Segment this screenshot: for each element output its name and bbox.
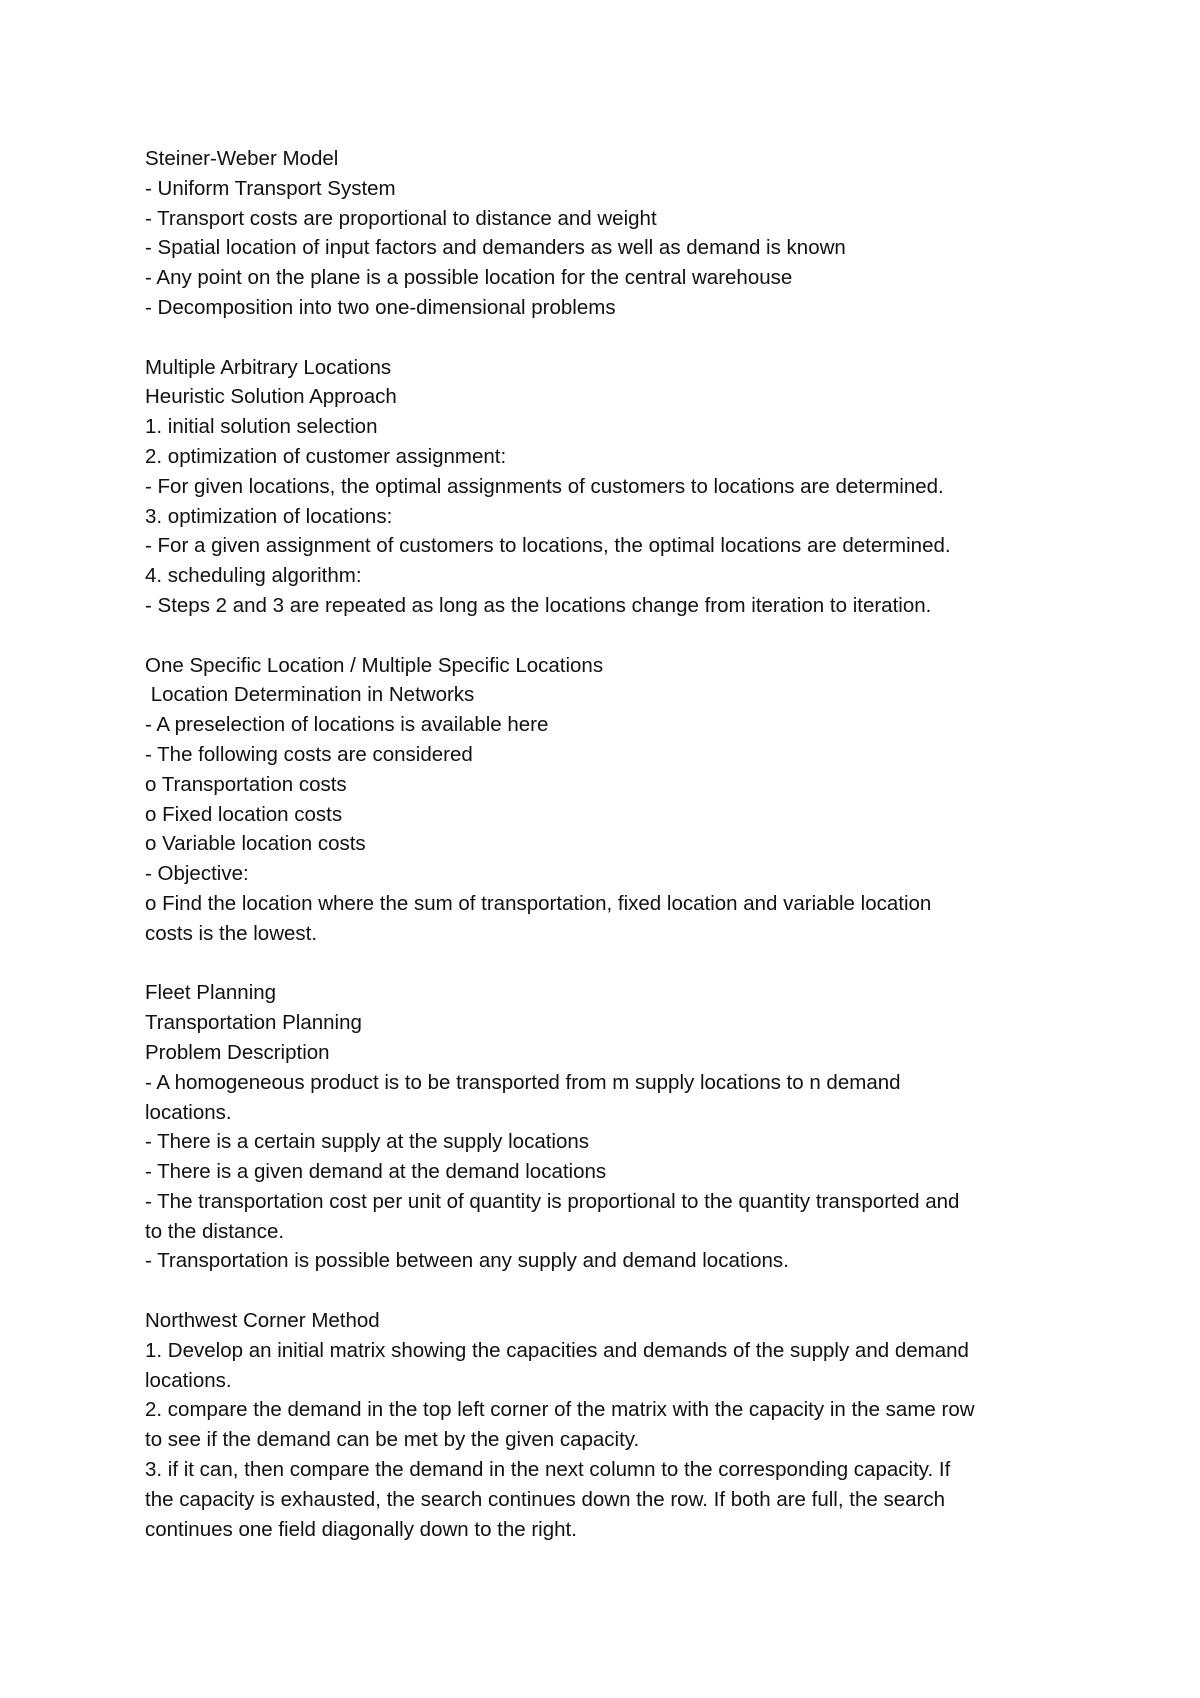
numbered-line: 3. if it can, then compare the demand in the next column to the corresponding capacity. If: [145, 1458, 951, 1482]
section-specific-locations: [145, 651, 1085, 949]
sub-bullet-line: o Fixed location costs: [145, 802, 343, 826]
subheading: Heuristic Solution Approach: [145, 385, 397, 409]
section-heading: Fleet Planning: [145, 981, 277, 1005]
continuation-line: locations.: [145, 1100, 232, 1124]
bullet-line: - Any point on the plane is a possible location for the central warehouse: [145, 266, 793, 290]
bullet-line: - The following costs are considered: [145, 742, 473, 766]
bullet-line: - Uniform Transport System: [145, 176, 396, 200]
section-heading: One Specific Location / Multiple Specific Locations: [145, 653, 604, 677]
section-fleet-planning: [145, 978, 1085, 1276]
bullet-line: - For a given assignment of customers to locations, the optimal locations are determined.: [145, 534, 951, 558]
section-heading: Steiner-Weber Model: [145, 147, 339, 170]
bullet-line: - Decomposition into two one-dimensional problems: [145, 295, 616, 319]
numbered-line: 2. compare the demand in the top left corner of the matrix with the capacity in the same row: [145, 1398, 975, 1422]
continuation-line: to the distance.: [145, 1219, 285, 1243]
continuation-line: locations.: [145, 1368, 232, 1392]
subheading: Location Determination in Networks: [145, 683, 475, 707]
numbered-line: 1. Develop an initial matrix showing the capacities and demands of the supply and demand: [145, 1338, 969, 1362]
bullet-line: - Spatial location of input factors and demanders as well as demand is known: [145, 236, 846, 260]
bullet-line: - A homogeneous product is to be transported from m supply locations to n demand: [145, 1070, 901, 1094]
section-heading: Multiple Arbitrary Locations: [145, 355, 392, 379]
continuation-line: to see if the demand can be met by the given capacity.: [145, 1428, 640, 1452]
section-steiner-weber: [145, 144, 1085, 323]
numbered-line: 2. optimization of customer assignment:: [145, 444, 507, 468]
bullet-line: - For given locations, the optimal assignments of customers to locations are determined.: [145, 474, 944, 498]
bullet-line: - Transportation is possible between any supply and demand locations.: [145, 1249, 789, 1273]
sub-bullet-line: o Find the location where the sum of transportation, fixed location and variable location: [145, 891, 932, 915]
bullet-line: - A preselection of locations is available here: [145, 713, 549, 737]
section-heading: Northwest Corner Method: [145, 1309, 380, 1333]
continuation-line: the capacity is exhausted, the search continues down the row. If both are full, the search: [145, 1487, 945, 1511]
numbered-line: 3. optimization of locations:: [145, 504, 393, 528]
subheading: Transportation Planning: [145, 1011, 362, 1035]
section-northwest-corner-method: [145, 1306, 1085, 1544]
numbered-line: 4. scheduling algorithm:: [145, 564, 362, 588]
bullet-line: - Steps 2 and 3 are repeated as long as the locations change from iteration to iteration.: [145, 593, 932, 617]
bullet-line: - There is a given demand at the demand locations: [145, 1160, 607, 1184]
continuation-line: costs is the lowest.: [145, 921, 318, 945]
bullet-line: - The transportation cost per unit of quantity is proportional to the quantity transported and: [145, 1189, 960, 1213]
bullet-line: - There is a certain supply at the supply locations: [145, 1130, 590, 1154]
continuation-line: continues one field diagonally down to the right.: [145, 1517, 577, 1541]
section-multiple-arbitrary-locations: [145, 353, 1085, 621]
sub-bullet-line: o Variable location costs: [145, 832, 366, 856]
subheading: Problem Description: [145, 1040, 330, 1064]
numbered-line: 1. initial solution selection: [145, 415, 378, 439]
document-page: [145, 144, 1085, 1544]
bullet-line: - Transport costs are proportional to distance and weight: [145, 206, 657, 230]
bullet-line: - Objective:: [145, 862, 249, 886]
sub-bullet-line: o Transportation costs: [145, 772, 347, 796]
